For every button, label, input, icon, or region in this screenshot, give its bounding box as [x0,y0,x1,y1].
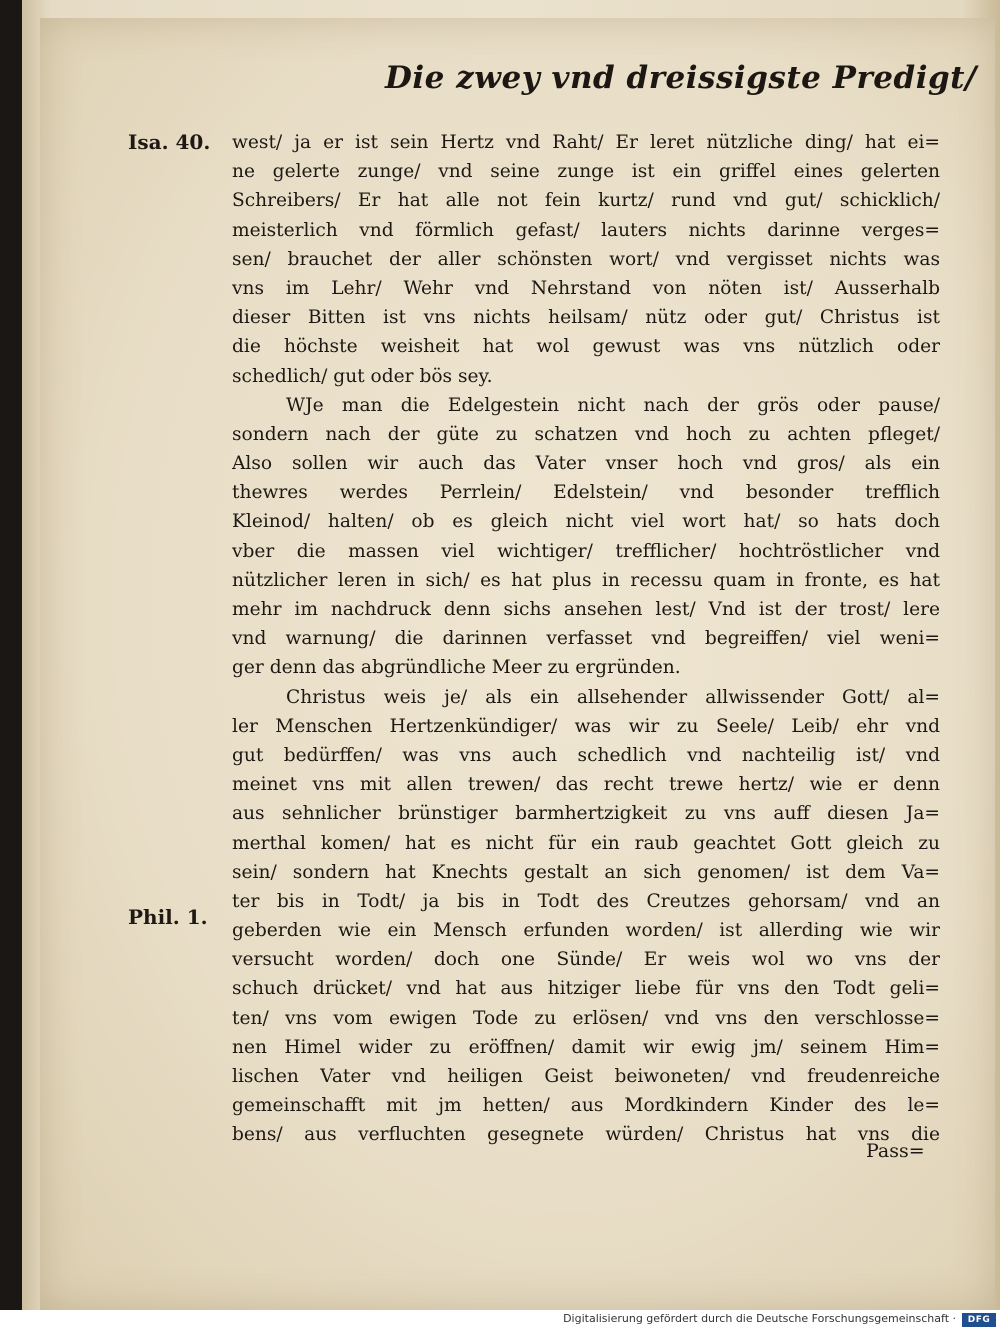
margin-note-isa: Isa. 40. [128,130,211,154]
text-line: thewres werdes Perrlein/ Edelstein/ vnd besonder trefflich [232,482,940,504]
text-line: ne gelerte zunge/ vnd seine zunge ist ein griffel eines gelerten [232,161,940,183]
body-text [232,128,940,1150]
footer-bar [0,1310,1000,1330]
text-line: die höchste weisheit hat wol gewust was vns nützlich oder [232,336,940,358]
text-line: versucht worden/ doch one Sünde/ Er weis wol wo vns der [232,949,940,971]
text-line: merthal komen/ hat es nicht für ein raub geachtet Gott gleich zu [232,832,940,854]
text-line: west/ ja er ist sein Hertz vnd Raht/ Er leret nützliche ding/ hat ei= [232,132,940,153]
text-line: ler Menschen Hertzenkündiger/ was wir zu Seele/ Leib/ ehr vnd [232,715,940,737]
text-line: ter bis in Todt/ ja bis in Todt des Creutzes gehorsam/ vnd an [232,890,940,912]
text-line: meisterlich vnd förmlich gefast/ lauters nichts darinne verges= [232,219,940,241]
text-line: sein/ sondern hat Knechts gestalt an sich genomen/ ist dem Va= [232,861,940,883]
text-line: Kleinod/ halten/ ob es gleich nicht viel wort hat/ so hats doch [232,511,940,533]
catchword: Pass= [866,1140,925,1162]
text-line: gemeinschafft mit jm hetten/ aus Mordkindern Kinder des le= [232,1095,940,1117]
text-line: geberden wie ein Mensch erfunden worden/ ist allerding wie wir [232,920,940,942]
text-line: schuch drücket/ vnd hat aus hitziger liebe für vns den Todt geli= [232,978,940,1000]
margin-note-phil: Phil. 1. [128,905,208,929]
paragraph-start-line: Christus weis je/ als ein allsehender allwissender Gott/ al= [286,686,940,708]
text-line: meinet vns mit allen trewen/ das recht trewe hertz/ wie er denn [232,774,940,796]
text-line: lischen Vater vnd heiligen Geist beiwoneten/ vnd freudenreiche [232,1066,940,1087]
paragraph-start-line: WJe man die Edelgestein nicht nach der grös oder pause/ [286,394,940,416]
text-line: vns im Lehr/ Wehr vnd Nehrstand von nöten ist/ Ausserhalb [232,277,940,299]
text-line: gut bedürffen/ was vns auch schedlich vnd nachteilig ist/ vnd [232,744,940,766]
text-line: Also sollen wir auch das Vater vnser hoch vnd gros/ als ein [232,453,940,475]
text-line: nützlicher leren in sich/ es hat plus in recessu quam in fronte, es hat [232,569,940,591]
funding-credit: Digitalisierung gefördert durch die Deutsche Forschungsgemeinschaft · [563,1312,956,1325]
text-line: dieser Bitten ist vns nichts heilsam/ nütz oder gut/ Christus ist [232,307,940,329]
text-line: mehr im nachdruck denn sichs ansehen lest/ Vnd ist der trost/ lere [232,599,940,620]
text-line: nen Himel wider zu eröffnen/ damit wir ewig jm/ seinem Him= [232,1036,940,1058]
text-line: vber die massen viel wichtiger/ trefflicher/ hochtröstlicher vnd [232,540,940,562]
page-header: Die zwey vnd dreissigste Predigt/ [385,60,977,96]
text-line: ten/ vns vom ewigen Tode zu erlösen/ vnd vns den verschlosse= [232,1007,940,1029]
text-line: sondern nach der güte zu schatzen vnd hoch zu achten pfleget/ [232,423,940,445]
text-line: aus sehnlicher brünstiger barmhertzigkeit zu vns auff diesen Ja= [232,803,940,825]
text-line: vnd warnung/ die darinnen verfasset vnd begreiffen/ viel weni= [232,628,940,650]
text-line: sen/ brauchet der aller schönsten wort/ vnd vergisset nichts was [232,248,940,270]
dfg-logo-icon: DFG [962,1313,996,1327]
text-line: Schreibers/ Er hat alle not fein kurtz/ rund vnd gut/ schicklich/ [232,190,940,212]
text-line: bens/ aus verfluchten gesegnete würden/ Christus hat vns die [232,1124,940,1146]
text-line: schedlich/ gut oder bös sey. [232,365,493,387]
text-line: ger denn das abgründliche Meer zu ergründen. [232,657,681,679]
